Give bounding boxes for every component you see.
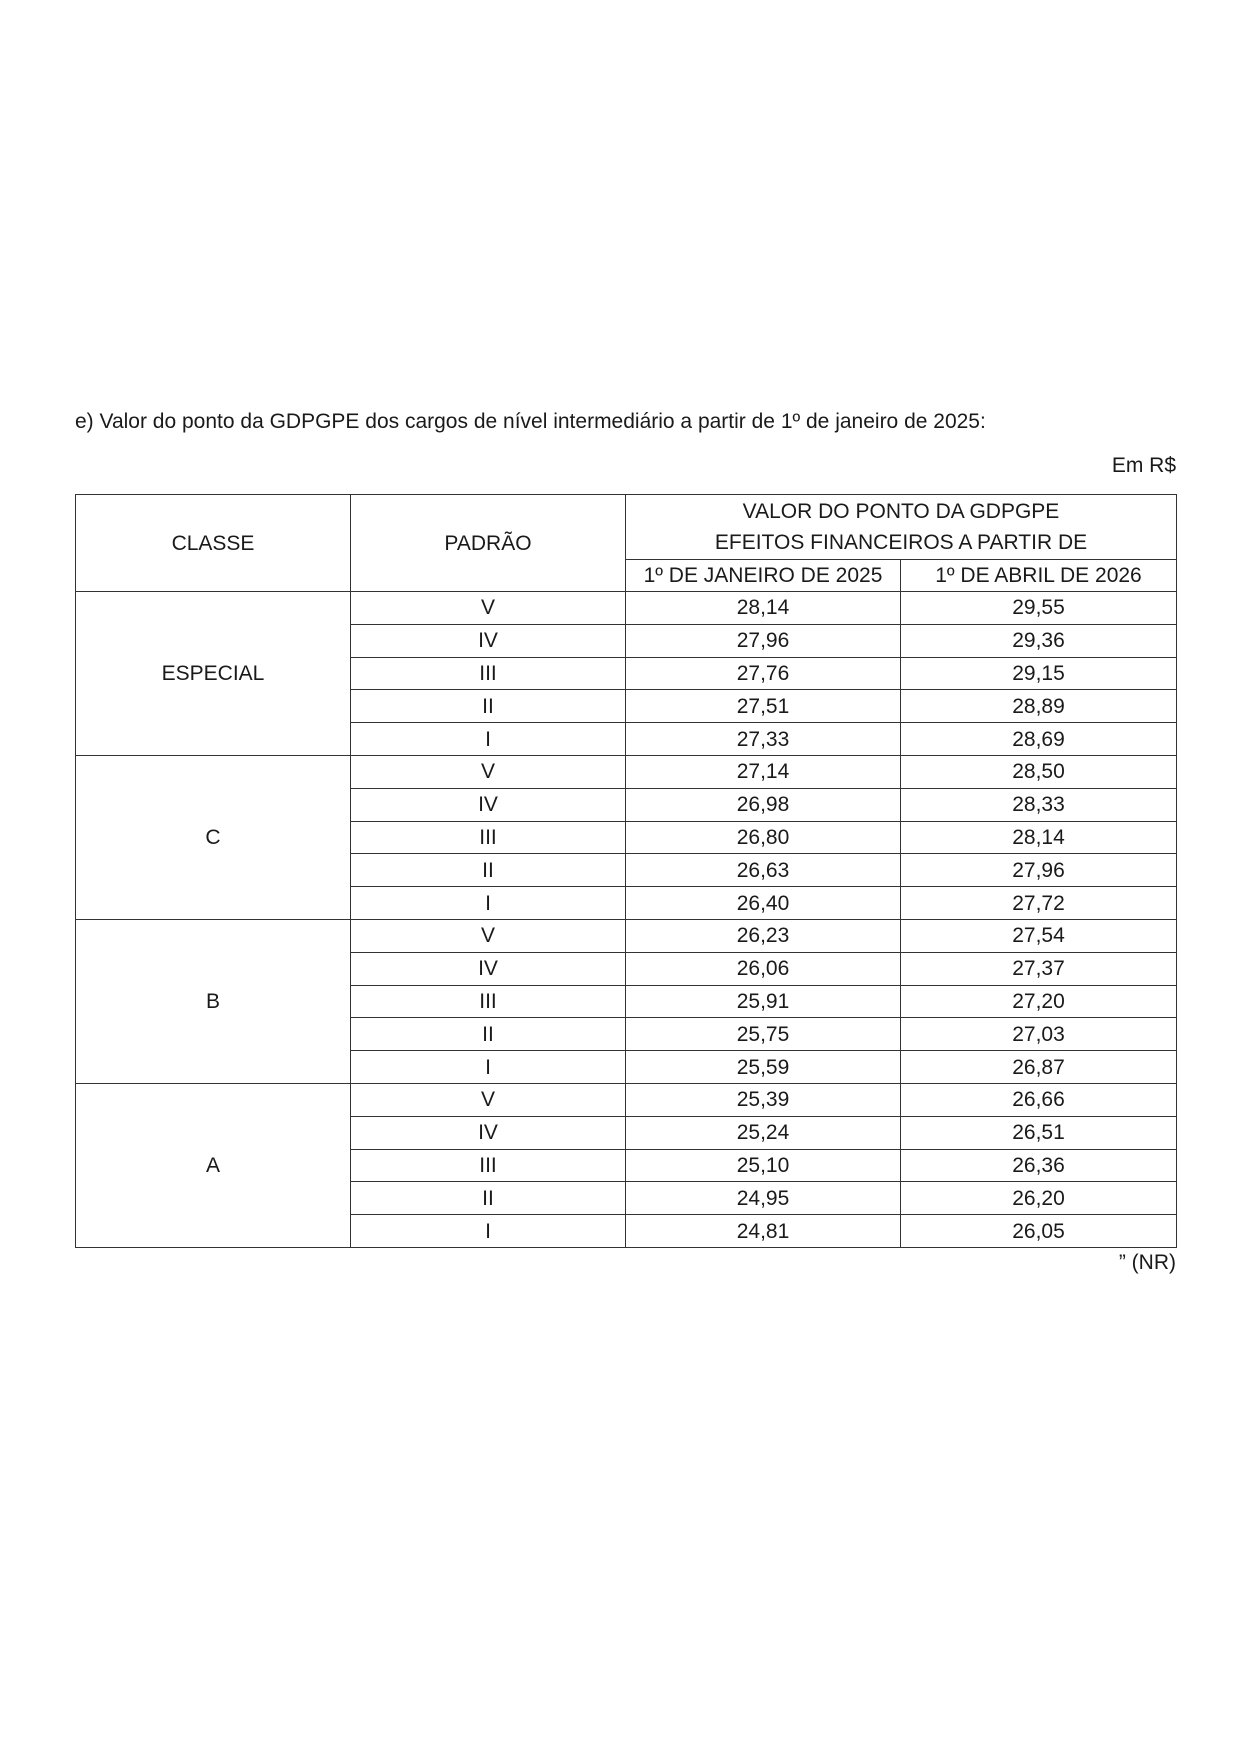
table-row [76,1083,1177,1116]
padrao-cell: II [351,690,626,723]
padrao-cell: V [351,592,626,625]
value-2025-cell: 26,98 [626,788,901,821]
padrao-cell: III [351,1149,626,1182]
closing-note: ” (NR) [1118,1251,1176,1274]
padrao-cell: II [351,1018,626,1051]
value-2025-cell: 26,40 [626,887,901,920]
table-row [76,919,1177,952]
value-2026-cell: 26,87 [901,1051,1177,1084]
value-2026-cell: 28,14 [901,821,1177,854]
value-2026-cell: 29,36 [901,624,1177,657]
padrao-cell: III [351,657,626,690]
value-2025-cell: 28,14 [626,592,901,625]
padrao-cell: IV [351,788,626,821]
value-2026-cell: 26,36 [901,1149,1177,1182]
value-2026-cell: 28,69 [901,723,1177,756]
value-2025-cell: 26,63 [626,854,901,887]
padrao-cell: II [351,1182,626,1215]
value-2026-cell: 28,33 [901,788,1177,821]
classe-cell: A [76,1083,351,1247]
value-2025-cell: 27,14 [626,755,901,788]
header-valor-line1: VALOR DO PONTO DA GDPGPE [742,500,1060,523]
classe-cell: B [76,919,351,1083]
value-2025-cell: 24,81 [626,1215,901,1248]
table-body [76,592,1177,1248]
value-2025-cell: 25,91 [626,985,901,1018]
value-2025-cell: 26,06 [626,952,901,985]
value-2026-cell: 28,50 [901,755,1177,788]
padrao-cell: V [351,1083,626,1116]
padrao-cell: I [351,887,626,920]
padrao-cell: III [351,821,626,854]
padrao-cell: IV [351,1116,626,1149]
value-2025-cell: 25,24 [626,1116,901,1149]
value-2026-cell: 27,96 [901,854,1177,887]
value-2026-cell: 26,20 [901,1182,1177,1215]
value-2025-cell: 27,33 [626,723,901,756]
padrao-cell: IV [351,952,626,985]
value-2025-cell: 25,75 [626,1018,901,1051]
gdpgpe-value-table [75,494,1177,1248]
padrao-cell: I [351,1051,626,1084]
value-2026-cell: 27,54 [901,919,1177,952]
value-2025-cell: 25,59 [626,1051,901,1084]
padrao-cell: II [351,854,626,887]
value-2026-cell: 27,37 [901,952,1177,985]
padrao-cell: I [351,1215,626,1248]
header-classe: CLASSE [76,495,351,592]
header-jan-2025: 1º DE JANEIRO DE 2025 [626,560,901,592]
value-2025-cell: 26,23 [626,919,901,952]
padrao-cell: III [351,985,626,1018]
value-2026-cell: 26,05 [901,1215,1177,1248]
section-heading: e) Valor do ponto da GDPGPE dos cargos de nível intermediário a partir de 1º de janeiro de 2025: [75,410,986,433]
table-row [76,592,1177,625]
value-2026-cell: 29,55 [901,592,1177,625]
value-2026-cell: 28,89 [901,690,1177,723]
value-2025-cell: 26,80 [626,821,901,854]
header-padrao: PADRÃO [351,495,626,592]
value-2025-cell: 27,51 [626,690,901,723]
value-2026-cell: 27,20 [901,985,1177,1018]
value-2026-cell: 27,72 [901,887,1177,920]
padrao-cell: V [351,755,626,788]
value-2025-cell: 27,76 [626,657,901,690]
classe-cell: C [76,755,351,919]
header-valor-line2: EFEITOS FINANCEIROS A PARTIR DE [714,531,1088,554]
padrao-cell: I [351,723,626,756]
header-abr-2026: 1º DE ABRIL DE 2026 [901,560,1177,592]
classe-cell: ESPECIAL [76,592,351,756]
value-2025-cell: 27,96 [626,624,901,657]
value-2026-cell: 27,03 [901,1018,1177,1051]
value-2025-cell: 24,95 [626,1182,901,1215]
value-2026-cell: 26,66 [901,1083,1177,1116]
value-2026-cell: 26,51 [901,1116,1177,1149]
table-row [76,755,1177,788]
currency-unit-label: Em R$ [1111,454,1176,477]
header-valor-do-ponto [626,495,1177,560]
value-2025-cell: 25,39 [626,1083,901,1116]
value-2025-cell: 25,10 [626,1149,901,1182]
padrao-cell: V [351,919,626,952]
padrao-cell: IV [351,624,626,657]
value-2026-cell: 29,15 [901,657,1177,690]
